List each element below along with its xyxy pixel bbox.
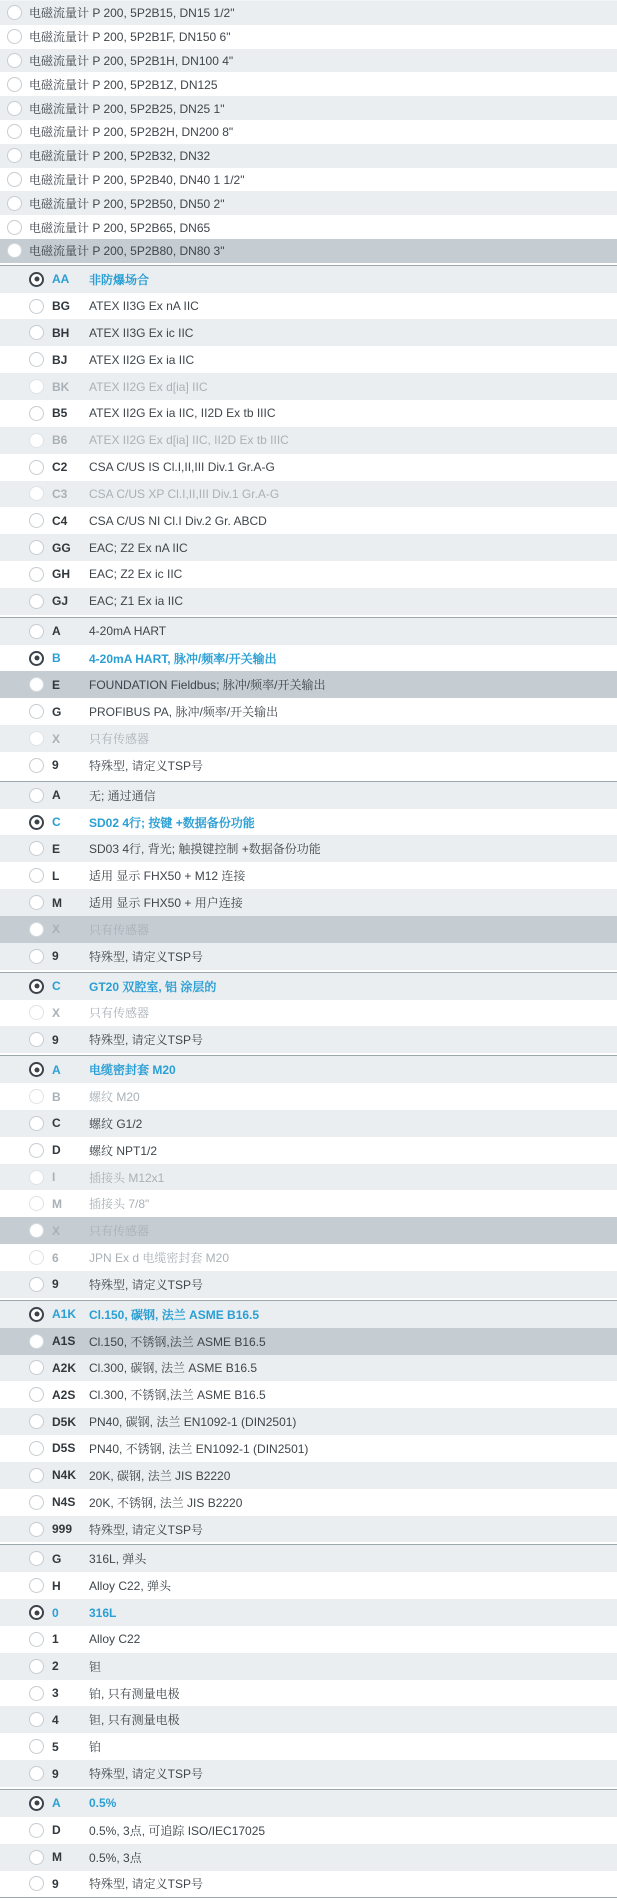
option-row[interactable]: [0, 1026, 617, 1053]
option-code: E: [52, 677, 61, 692]
option-code: A2S: [52, 1387, 76, 1402]
radio-button-icon[interactable]: [29, 949, 44, 964]
radio-button-icon[interactable]: [29, 299, 44, 314]
radio-button-icon[interactable]: [29, 1659, 44, 1674]
option-label: 插接头 7/8": [89, 1197, 150, 1212]
option-code: 0: [52, 1605, 59, 1620]
product-row[interactable]: [0, 72, 617, 96]
option-code: G: [52, 1551, 62, 1566]
option-label: Cl.300, 不锈钢,法兰 ASME B16.5: [89, 1388, 266, 1403]
option-label: ATEX II2G Ex ia IIC, II2D Ex tb IIIC: [89, 406, 276, 421]
option-label: 电缆密封套 M20: [89, 1063, 176, 1078]
option-code: 5: [52, 1739, 59, 1754]
radio-button-icon[interactable]: [29, 1414, 44, 1429]
radio-button-icon[interactable]: [29, 841, 44, 856]
option-code: GH: [52, 567, 70, 582]
option-row[interactable]: [0, 1760, 617, 1787]
product-label: 电磁流量计 P 200, 5P2B50, DN50 2": [29, 196, 225, 211]
option-label: 螺纹 NPT1/2: [89, 1143, 158, 1158]
option-code: 3: [52, 1686, 59, 1701]
radio-button-icon[interactable]: [7, 243, 22, 258]
product-row[interactable]: [0, 25, 617, 49]
radio-button-icon[interactable]: [29, 677, 44, 692]
option-label: 铂: [89, 1740, 102, 1755]
option-label: 适用 显示 FHX50 + M12 连接: [89, 869, 246, 884]
option-code: 9: [52, 949, 59, 964]
option-code: A: [52, 1796, 61, 1811]
option-row[interactable]: [0, 1871, 617, 1898]
radio-button-icon[interactable]: [29, 1387, 44, 1402]
option-code: A: [52, 1062, 61, 1077]
product-label: 电磁流量计 P 200, 5P2B80, DN80 3": [29, 244, 225, 259]
option-row[interactable]: [0, 534, 617, 561]
radio-button-selected-icon[interactable]: [29, 1796, 44, 1811]
option-label: 螺纹 M20: [89, 1090, 140, 1104]
option-label: 316L: [89, 1605, 117, 1620]
option-label: ATEX II2G Ex d[ia] IIC: [89, 379, 208, 394]
option-code: A2K: [52, 1360, 77, 1375]
radio-button-icon[interactable]: [29, 731, 44, 746]
radio-button-icon[interactable]: [7, 124, 22, 139]
product-row[interactable]: [0, 120, 617, 144]
option-row[interactable]: [0, 1653, 617, 1680]
option-row[interactable]: [0, 427, 617, 454]
radio-button-icon[interactable]: [29, 513, 44, 528]
option-row[interactable]: [0, 400, 617, 427]
option-code: X: [52, 1223, 61, 1238]
option-row[interactable]: [0, 1110, 617, 1137]
option-row[interactable]: [0, 1271, 617, 1298]
option-row[interactable]: [0, 1190, 617, 1217]
option-code: B6: [52, 433, 68, 448]
option-code: 1: [52, 1632, 59, 1647]
list-bottom-border: [0, 1897, 617, 1902]
option-row[interactable]: [0, 1599, 617, 1626]
option-code: E: [52, 841, 61, 856]
option-row[interactable]: [0, 1817, 617, 1844]
radio-button-icon[interactable]: [29, 922, 44, 937]
radio-button-icon[interactable]: [7, 196, 22, 211]
radio-button-icon[interactable]: [29, 1277, 44, 1292]
option-row[interactable]: [0, 1435, 617, 1462]
option-row[interactable]: [0, 454, 617, 481]
option-code: AA: [52, 272, 70, 287]
radio-button-icon[interactable]: [29, 1823, 44, 1838]
option-row[interactable]: [0, 346, 617, 373]
option-row[interactable]: [0, 1244, 617, 1271]
option-label: 4-20mA HART: [89, 624, 167, 639]
radio-button-icon[interactable]: [7, 29, 22, 44]
option-row[interactable]: [0, 1462, 617, 1489]
option-label: EAC; Z2 Ex nA IIC: [89, 540, 188, 555]
radio-button-icon[interactable]: [29, 788, 44, 803]
option-label: PN40, 不锈钢, 法兰 EN1092-1 (DIN2501): [89, 1441, 309, 1456]
option-row[interactable]: [0, 889, 617, 916]
option-row[interactable]: [0, 1328, 617, 1355]
product-row[interactable]: [0, 96, 617, 120]
option-row[interactable]: [0, 809, 617, 836]
radio-button-icon[interactable]: [29, 1032, 44, 1047]
option-code: 9: [52, 1766, 59, 1781]
option-label: GT20 双腔室, 铝 涂层的: [89, 979, 217, 994]
radio-button-icon[interactable]: [29, 1170, 44, 1185]
radio-button-selected-icon[interactable]: [29, 1062, 44, 1077]
option-code: D: [52, 1823, 61, 1838]
option-row[interactable]: [0, 1706, 617, 1733]
radio-button-icon[interactable]: [29, 352, 44, 367]
option-label: 0.5%: [89, 1796, 117, 1811]
option-row[interactable]: [0, 645, 617, 672]
option-row[interactable]: [0, 319, 617, 346]
option-row[interactable]: [0, 725, 617, 752]
option-row[interactable]: [0, 1083, 617, 1110]
option-code: B: [52, 1089, 61, 1104]
product-row[interactable]: [0, 239, 617, 263]
option-label: Alloy C22: [89, 1632, 141, 1647]
option-code: 9: [52, 758, 59, 773]
option-code: A1S: [52, 1334, 76, 1349]
option-code: BJ: [52, 352, 68, 367]
option-code: X: [52, 1005, 61, 1020]
radio-button-selected-icon[interactable]: [29, 979, 44, 994]
option-label: 4-20mA HART, 脉冲/频率/开关输出: [89, 651, 277, 666]
radio-button-icon[interactable]: [29, 1766, 44, 1781]
option-code: N4K: [52, 1468, 77, 1483]
radio-button-icon[interactable]: [29, 325, 44, 340]
option-code: A: [52, 788, 61, 803]
radio-button-icon[interactable]: [29, 1468, 44, 1483]
radio-button-icon[interactable]: [29, 486, 44, 501]
radio-button-icon[interactable]: [29, 1250, 44, 1265]
option-label: CSA C/US XP Cl.I,II,III Div.1 Gr.A-G: [89, 486, 280, 501]
option-label: 特殊型, 请定义TSP号: [89, 1767, 204, 1782]
radio-button-icon[interactable]: [29, 1712, 44, 1727]
option-code: C2: [52, 460, 68, 475]
option-row[interactable]: [0, 588, 617, 615]
product-row[interactable]: [0, 144, 617, 168]
option-code: GJ: [52, 594, 69, 609]
option-label: 20K, 碳钢, 法兰 JIS B2220: [89, 1468, 231, 1483]
option-label: 无; 通过通信: [89, 788, 156, 803]
radio-button-icon[interactable]: [29, 567, 44, 582]
option-row[interactable]: [0, 1680, 617, 1707]
radio-button-icon[interactable]: [29, 1116, 44, 1131]
option-code: C: [52, 1116, 61, 1131]
option-label: EAC; Z1 Ex ia IIC: [89, 594, 184, 609]
radio-button-icon[interactable]: [29, 379, 44, 394]
radio-button-icon[interactable]: [29, 406, 44, 421]
option-code: 6: [52, 1250, 59, 1265]
radio-button-icon[interactable]: [29, 868, 44, 883]
option-row[interactable]: [0, 1733, 617, 1760]
option-code: L: [52, 868, 60, 883]
option-code: BG: [52, 299, 70, 314]
option-label: 只有传感器: [89, 922, 150, 937]
option-row[interactable]: [0, 293, 617, 320]
option-code: M: [52, 895, 62, 910]
radio-button-icon[interactable]: [7, 5, 22, 20]
option-row[interactable]: [0, 1000, 617, 1027]
option-code: 9: [52, 1032, 59, 1047]
radio-button-selected-icon[interactable]: [29, 1605, 44, 1620]
radio-button-selected-icon[interactable]: [29, 1307, 44, 1322]
option-label: 钽, 只有测量电极: [89, 1713, 180, 1728]
radio-button-icon[interactable]: [29, 1739, 44, 1754]
radio-button-icon[interactable]: [29, 540, 44, 555]
option-label: 20K, 不锈钢, 法兰 JIS B2220: [89, 1495, 243, 1510]
option-row[interactable]: [0, 618, 617, 645]
option-row[interactable]: [0, 835, 617, 862]
option-row[interactable]: [0, 1626, 617, 1653]
option-label: ATEX II2G Ex ia IIC: [89, 352, 195, 367]
radio-button-icon[interactable]: [29, 1005, 44, 1020]
product-label: 电磁流量计 P 200, 5P2B40, DN40 1 1/2": [29, 172, 245, 187]
option-code: GG: [52, 540, 71, 555]
option-row[interactable]: [0, 561, 617, 588]
option-label: Alloy C22, 弹头: [89, 1579, 172, 1594]
option-code: C: [52, 815, 61, 830]
radio-button-icon[interactable]: [29, 1223, 44, 1238]
radio-button-icon[interactable]: [29, 1686, 44, 1701]
option-label: 特殊型, 请定义TSP号: [89, 1877, 204, 1892]
option-row[interactable]: [0, 1137, 617, 1164]
option-code: 2: [52, 1659, 59, 1674]
option-label: 只有传感器: [89, 732, 150, 747]
option-row[interactable]: [0, 507, 617, 534]
option-code: D5S: [52, 1441, 76, 1456]
product-row[interactable]: [0, 49, 617, 73]
radio-button-icon[interactable]: [29, 895, 44, 910]
option-row[interactable]: [0, 1572, 617, 1599]
option-label: 特殊型, 请定义TSP号: [89, 758, 204, 773]
option-label: 只有传感器: [89, 1006, 150, 1021]
radio-button-icon[interactable]: [7, 172, 22, 187]
option-code: C: [52, 979, 61, 994]
radio-button-icon[interactable]: [7, 101, 22, 116]
option-row[interactable]: [0, 481, 617, 508]
option-code: A: [52, 624, 61, 639]
option-label: 0.5%, 3点: [89, 1850, 142, 1865]
option-code: C4: [52, 513, 68, 528]
option-row[interactable]: [0, 373, 617, 400]
option-code: C3: [52, 486, 68, 501]
option-label: 插接头 M12x1: [89, 1170, 165, 1185]
radio-button-icon[interactable]: [29, 1632, 44, 1647]
product-label: 电磁流量计 P 200, 5P2B1Z, DN125: [29, 77, 218, 92]
option-code: X: [52, 731, 61, 746]
option-label: 特殊型, 请定义TSP号: [89, 1522, 204, 1537]
option-label: JPN Ex d 电缆密封套 M20: [89, 1251, 230, 1266]
radio-button-icon[interactable]: [29, 704, 44, 719]
option-code: 4: [52, 1712, 59, 1727]
option-code: A1K: [52, 1307, 77, 1322]
option-label: 特殊型, 请定义TSP号: [89, 1033, 204, 1048]
product-label: 电磁流量计 P 200, 5P2B25, DN25 1": [29, 101, 225, 116]
option-label: 铂, 只有测量电极: [89, 1686, 180, 1701]
option-row[interactable]: [0, 916, 617, 943]
product-row[interactable]: [0, 191, 617, 215]
option-label: Cl.150, 碳钢, 法兰 ASME B16.5: [89, 1307, 260, 1322]
radio-button-icon[interactable]: [7, 77, 22, 92]
option-code: 9: [52, 1876, 59, 1891]
option-label: 适用 显示 FHX50 + 用户连接: [89, 896, 243, 911]
option-label: 螺纹 G1/2: [89, 1116, 143, 1131]
option-label: Cl.300, 碳钢, 法兰 ASME B16.5: [89, 1361, 258, 1376]
product-label: 电磁流量计 P 200, 5P2B2H, DN200 8": [29, 125, 234, 140]
option-code: X: [52, 922, 61, 937]
radio-button-selected-icon[interactable]: [29, 651, 44, 666]
option-code: 999: [52, 1522, 73, 1536]
option-label: Cl.150, 不锈钢,法兰 ASME B16.5: [89, 1334, 266, 1349]
option-row[interactable]: [0, 973, 617, 1000]
option-code: D: [52, 1143, 61, 1158]
option-row[interactable]: [0, 1516, 617, 1543]
option-code: B: [52, 651, 61, 665]
radio-button-icon[interactable]: [29, 1551, 44, 1566]
option-code: I: [52, 1170, 56, 1185]
radio-button-icon[interactable]: [29, 1441, 44, 1456]
option-row[interactable]: [0, 862, 617, 889]
option-label: SD02 4行; 按键 +数据备份功能: [89, 815, 255, 830]
radio-button-icon[interactable]: [29, 1196, 44, 1211]
option-row[interactable]: [0, 1164, 617, 1191]
option-label: ATEX II3G Ex ic IIC: [89, 325, 194, 340]
option-row[interactable]: [0, 1056, 617, 1083]
option-code: M: [52, 1850, 62, 1865]
option-label: EAC; Z2 Ex ic IIC: [89, 567, 183, 582]
option-label: PROFIBUS PA, 脉冲/频率/开关输出: [89, 705, 279, 720]
option-row[interactable]: [0, 1217, 617, 1244]
option-row[interactable]: [0, 1545, 617, 1572]
radio-button-icon[interactable]: [7, 53, 22, 68]
option-row[interactable]: [0, 1408, 617, 1435]
radio-button-icon[interactable]: [29, 1334, 44, 1349]
option-label: ATEX II3G Ex nA IIC: [89, 299, 199, 314]
radio-button-icon[interactable]: [7, 220, 22, 235]
radio-button-icon[interactable]: [29, 433, 44, 448]
radio-button-icon[interactable]: [29, 1495, 44, 1510]
option-code: G: [52, 704, 62, 719]
radio-button-icon[interactable]: [29, 460, 44, 475]
radio-button-icon[interactable]: [29, 1850, 44, 1865]
option-row[interactable]: [0, 1301, 617, 1328]
option-row[interactable]: [0, 782, 617, 809]
option-label: CSA C/US IS Cl.I,II,III Div.1 Gr.A-G: [89, 460, 275, 475]
product-label: 电磁流量计 P 200, 5P2B15, DN15 1/2": [29, 6, 235, 21]
product-row[interactable]: [0, 168, 617, 192]
option-row[interactable]: [0, 1844, 617, 1871]
product-row[interactable]: [0, 1, 617, 25]
radio-button-icon[interactable]: [29, 624, 44, 639]
option-code: H: [52, 1578, 61, 1593]
option-label: 特殊型, 请定义TSP号: [89, 949, 204, 964]
option-row[interactable]: [0, 671, 617, 698]
option-row[interactable]: [0, 1381, 617, 1408]
product-label: 电磁流量计 P 200, 5P2B1H, DN100 4": [29, 53, 234, 68]
option-code: 9: [52, 1277, 59, 1292]
product-label: 电磁流量计 P 200, 5P2B32, DN32: [29, 149, 211, 164]
product-row[interactable]: [0, 215, 617, 239]
option-label: 特殊型, 请定义TSP号: [89, 1277, 204, 1292]
option-label: PN40, 碳钢, 法兰 EN1092-1 (DIN2501): [89, 1415, 297, 1430]
product-label: 电磁流量计 P 200, 5P2B65, DN65: [29, 220, 211, 235]
option-label: ATEX II2G Ex d[ia] IIC, II2D Ex tb IIIC: [89, 433, 289, 448]
option-code: BH: [52, 325, 70, 340]
radio-button-selected-icon[interactable]: [29, 272, 44, 287]
option-row[interactable]: [0, 266, 617, 293]
option-row[interactable]: [0, 698, 617, 725]
option-label: 钽: [89, 1659, 102, 1674]
option-label: SD03 4行, 背光; 触摸键控制 +数据备份功能: [89, 842, 321, 857]
radio-button-icon[interactable]: [29, 1143, 44, 1158]
option-code: N4S: [52, 1495, 76, 1510]
option-code: B5: [52, 406, 68, 421]
option-code: BK: [52, 379, 70, 394]
option-label: CSA C/US NI Cl.I Div.2 Gr. ABCD: [89, 513, 267, 528]
radio-button-icon[interactable]: [29, 1360, 44, 1375]
product-label: 电磁流量计 P 200, 5P2B1F, DN150 6": [29, 30, 231, 45]
option-label: 非防爆场合: [89, 272, 150, 287]
option-label: 只有传感器: [89, 1224, 150, 1239]
radio-button-icon[interactable]: [29, 594, 44, 609]
option-row[interactable]: [0, 752, 617, 779]
radio-button-icon[interactable]: [29, 1522, 44, 1537]
option-row[interactable]: [0, 1489, 617, 1516]
option-label: 316L, 弹头: [89, 1552, 147, 1567]
option-code: D5K: [52, 1414, 77, 1429]
radio-button-icon[interactable]: [7, 148, 22, 163]
radio-button-icon[interactable]: [29, 1578, 44, 1593]
radio-button-selected-icon[interactable]: [29, 815, 44, 830]
radio-button-icon[interactable]: [29, 1876, 44, 1891]
option-label: 0.5%, 3点, 可追踪 ISO/IEC17025: [89, 1823, 266, 1838]
option-label: FOUNDATION Fieldbus; 脉冲/频率/开关输出: [89, 678, 326, 693]
option-code: M: [52, 1196, 62, 1211]
radio-button-icon[interactable]: [29, 1089, 44, 1104]
option-row[interactable]: [0, 1355, 617, 1382]
option-row[interactable]: [0, 1790, 617, 1817]
option-row[interactable]: [0, 943, 617, 970]
radio-button-icon[interactable]: [29, 758, 44, 773]
